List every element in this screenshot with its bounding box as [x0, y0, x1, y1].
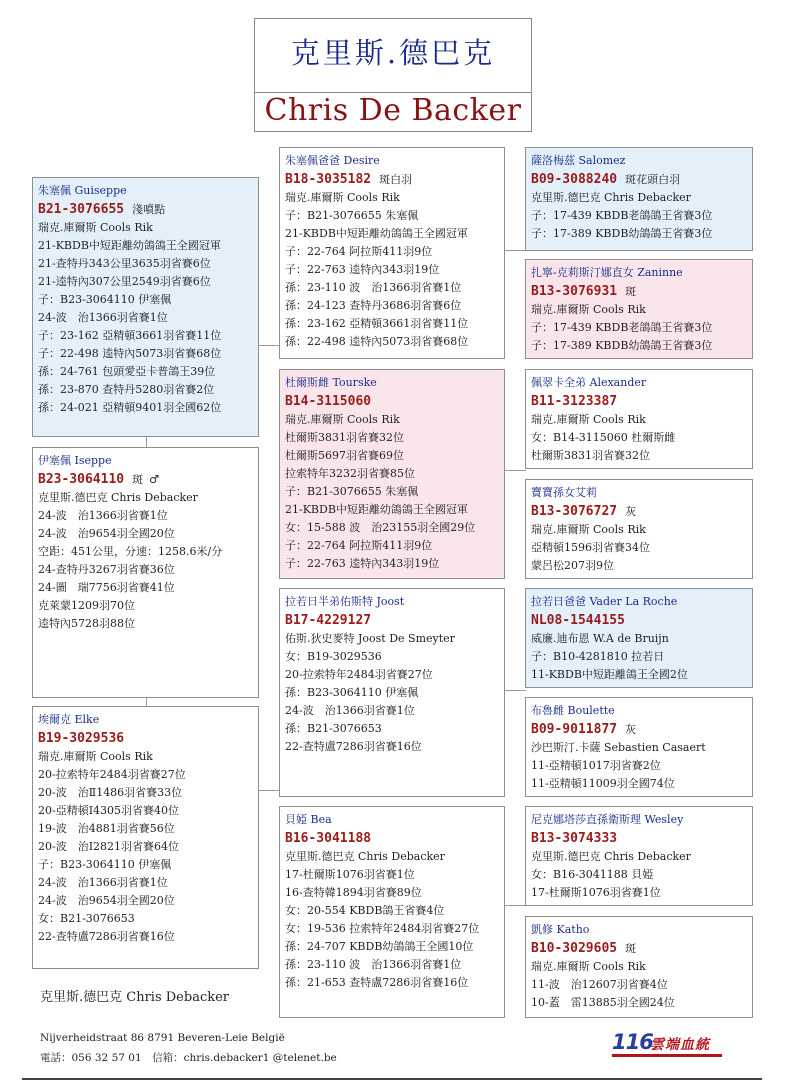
ring-line — [531, 170, 752, 189]
info-line: 21-逵特內307公里2549羽省賽6位 — [38, 275, 211, 288]
ring-number: B09-3088240 — [531, 172, 618, 187]
info-line: 孫：24-761 包頭愛亞卡普鴿王39位 — [38, 365, 216, 378]
info-line: 孫：23-110 波 治1366羽省賽1位 — [285, 281, 462, 294]
info-line: 女：B21-3076653 — [38, 912, 135, 925]
ring-line — [38, 729, 258, 748]
info-line: 威廉.迪布恩 W.A de Bruijn — [531, 632, 669, 645]
ring-line — [531, 720, 752, 739]
info-line: 21-KBDB中短距離幼鴿鴿王全國冠軍 — [285, 227, 468, 240]
ring-line — [285, 829, 504, 848]
pedigree-card-dam — [32, 706, 259, 969]
footer-address: Nijverheidstraat 86 8791 Beveren-Leie België — [40, 1032, 285, 1044]
info-line: 女：20-554 KBDB鴿王省賽4位 — [285, 904, 445, 917]
info-line: 杜爾斯3831羽省賽32位 — [285, 431, 404, 444]
info-line: 瑞克.庫爾斯 Cools Rik — [531, 523, 646, 536]
info-line: 11-亞精頓11009羽全國74位 — [531, 777, 675, 790]
info-line: 克萊蒙1209羽70位 — [38, 599, 135, 612]
info-line: 孫：23-110 波 治1366羽省賽1位 — [285, 958, 462, 971]
info-line: 拉索特年3232羽省賽85位 — [285, 467, 415, 480]
info-line: 女：B16-3041188 貝婭 — [531, 868, 654, 881]
info-line: 瑞克.庫爾斯 Cools Rik — [531, 960, 646, 973]
info-line: 21-查特丹343公里3635羽省賽6位 — [38, 257, 211, 270]
ring-line — [285, 170, 504, 189]
plumage-color: 斑 — [625, 285, 637, 298]
connector-line — [258, 790, 280, 791]
logo-text: 雲端血統 — [650, 1037, 710, 1053]
connector-line — [504, 250, 526, 251]
info-line: 22-查特盧7286羽省賽16位 — [285, 740, 422, 753]
info-line: 11-KBDB中短距離鴿王全國2位 — [531, 668, 688, 681]
plumage-color: 斑白羽 — [379, 173, 413, 186]
ring-line — [531, 282, 752, 301]
info-line: 10-蓋 雷13885羽全國24位 — [531, 996, 675, 1009]
info-line: 子：B23-3064110 伊塞佩 — [38, 293, 172, 306]
ring-number: B18-3035182 — [285, 172, 372, 187]
logo-underline — [612, 1054, 722, 1057]
pigeon-name: 凱修 Katho — [531, 923, 590, 936]
bottom-rule — [22, 1078, 762, 1080]
info-line: 子：B21-3076655 朱塞佩 — [285, 485, 419, 498]
info-line: 空距：451公里，分速：1258.6米/分 — [38, 545, 223, 558]
ring-number: B13-3076931 — [531, 284, 618, 299]
pedigree-card-sire — [32, 447, 259, 698]
info-line: 17-杜爾斯1076羽省賽1位 — [531, 886, 661, 899]
info-line: 子：17-439 KBDB老鴿鴿王省賽3位 — [531, 321, 713, 334]
logo — [612, 1030, 732, 1056]
ring-line — [285, 392, 504, 411]
pedigree-card-dsd — [525, 697, 753, 797]
info-line: 24-波 治1366羽省賽1位 — [285, 704, 415, 717]
info-line: 20-亞精頓Ⅰ4305羽省賽40位 — [38, 804, 180, 817]
info-line: 孫：B23-3064110 伊塞佩 — [285, 686, 419, 699]
ring-number: B10-3029605 — [531, 941, 618, 956]
info-line: 杜爾斯3831羽省賽32位 — [531, 449, 650, 462]
pedigree-card-subject — [32, 177, 259, 437]
ring-line — [38, 470, 258, 489]
info-line: 女：19-536 拉索特年2484羽省賽27位 — [285, 922, 480, 935]
logo-number: 116 — [612, 1030, 653, 1054]
info-line: 21-KBDB中短距離幼鴿鴿王全國冠軍 — [285, 503, 468, 516]
info-line: 20-波 治Ⅰ2821羽省賽64位 — [38, 840, 180, 853]
info-line: 孫：24-707 KBDB幼鴿鴿王全國10位 — [285, 940, 474, 953]
pigeon-name: 朱塞佩 Guiseppe — [38, 184, 127, 197]
plumage-color: 斑花頭白羽 — [625, 173, 681, 186]
info-line: 24-波 治1366羽省賽1位 — [38, 311, 168, 324]
pedigree-card-sdd — [525, 479, 753, 579]
ring-number: B16-3041188 — [285, 831, 372, 846]
info-line: 24-波 治1366羽省賽1位 — [38, 876, 168, 889]
info-line: 逵特內5728羽88位 — [38, 617, 135, 630]
ring-number: B13-3074333 — [531, 831, 618, 846]
pigeon-name: 布魯雌 Boulette — [531, 704, 615, 717]
pigeon-name: 扎寧-克莉斯汀娜直女 Zaninne — [531, 266, 683, 279]
pedigree-card-sss — [525, 147, 753, 251]
pigeon-name: 寶寶孫女艾莉 — [531, 486, 597, 499]
info-line: 瑞克.庫爾斯 Cools Rik — [285, 413, 400, 426]
info-line: 11-亞精頓1017羽省賽2位 — [531, 759, 661, 772]
info-line: 子：B10-4281810 拉若日 — [531, 650, 665, 663]
pedigree-card-ddd — [525, 916, 753, 1018]
pedigree-card-ssd — [525, 259, 753, 359]
info-line: 杜爾斯5697羽省賽69位 — [285, 449, 404, 462]
pedigree-card-dss — [525, 588, 753, 688]
info-line: 24-波 治9654羽全國20位 — [38, 527, 175, 540]
info-line: 克里斯.德巴克 Chris Debacker — [285, 850, 445, 863]
connector-line — [258, 345, 280, 346]
info-line: 24-波 治1366羽省賽1位 — [38, 509, 168, 522]
ring-line — [531, 392, 752, 411]
info-line: 子：22-763 逵特內343羽19位 — [285, 263, 440, 276]
connector-line — [504, 470, 526, 471]
info-line: 24-圖 瑞7756羽省賽41位 — [38, 581, 175, 594]
pigeon-name: 尼克娜塔莎直孫衛斯理 Wesley — [531, 813, 684, 826]
pigeon-name: 貝婭 Bea — [285, 813, 332, 826]
ring-number: B14-3115060 — [285, 394, 372, 409]
ring-number: B13-3076727 — [531, 504, 618, 519]
info-line: 克里斯.德巴克 Chris Debacker — [531, 850, 691, 863]
info-line: 子：17-389 KBDB幼鴿鴿王省賽3位 — [531, 339, 713, 352]
ring-number: B17-4229127 — [285, 613, 372, 628]
title-english: Chris De Backer — [264, 93, 522, 128]
plumage-color: 斑 — [132, 473, 144, 486]
ring-line — [531, 502, 752, 521]
info-line: 女：B14-3115060 杜爾斯雌 — [531, 431, 676, 444]
info-line: 子：22-763 逵特內343羽19位 — [285, 557, 440, 570]
info-line: 子：22-498 逵特內5073羽省賽68位 — [38, 347, 222, 360]
title-box — [254, 18, 532, 132]
ring-line — [531, 829, 752, 848]
info-line: 克里斯.德巴克 Chris Debacker — [38, 491, 198, 504]
info-line: 19-波 治4881羽省賽56位 — [38, 822, 175, 835]
pigeon-name: 朱塞佩爸爸 Desire — [285, 154, 380, 167]
info-line: 20-波 治Ⅱ1486羽省賽33位 — [38, 786, 183, 799]
info-line: 子：17-389 KBDB幼鴿鴿王省賽3位 — [531, 227, 713, 240]
info-line: 22-查特盧7286羽省賽16位 — [38, 930, 175, 943]
ring-number: B21-3076655 — [38, 202, 125, 217]
info-line: 克里斯.德巴克 Chris Debacker — [531, 191, 691, 204]
info-line: 亞精頓1596羽省賽34位 — [531, 541, 650, 554]
info-line: 蒙呂松207羽9位 — [531, 559, 614, 572]
footer-contact: 電話：056 32 57 01 信箱：chris.debacker1 @telenet.be — [40, 1052, 337, 1064]
info-line: 17-杜爾斯1076羽省賽1位 — [285, 868, 415, 881]
info-line: 瑞克.庫爾斯 Cools Rik — [531, 303, 646, 316]
info-line: 孫：21-653 查特盧7286羽省賽16位 — [285, 976, 469, 989]
pedigree-card-dds — [525, 806, 753, 906]
ring-number: NL08-1544155 — [531, 613, 625, 628]
info-line: 瑞克.庫爾斯 Cools Rik — [285, 191, 400, 204]
pedigree-card-sire-dam — [279, 369, 505, 579]
info-line: 孫：23-870 查特丹5280羽省賽2位 — [38, 383, 215, 396]
title-chinese: 克里斯.德巴克 — [290, 36, 496, 70]
info-line: 女：B19-3029536 — [285, 650, 382, 663]
info-line: 子：22-764 阿拉斯411羽9位 — [285, 539, 433, 552]
info-line: 沙巴斯汀.卡薩 Sebastien Casaert — [531, 741, 706, 754]
info-line: 孫：B21-3076653 — [285, 722, 382, 735]
pigeon-name: 伊塞佩 Iseppe — [38, 454, 112, 467]
ring-number: B11-3123387 — [531, 394, 618, 409]
info-line: 24-波 治9654羽全國20位 — [38, 894, 175, 907]
info-line: 子：23-162 亞精頓3661羽省賽11位 — [38, 329, 222, 342]
plumage-color: 灰 — [625, 723, 637, 736]
plumage-color: 灰 — [625, 505, 637, 518]
owner-name: 克里斯.德巴克 Chris Debacker — [40, 990, 230, 1005]
pigeon-name: 拉若日半弟佑斯特 Joost — [285, 595, 405, 608]
info-line: 11-波 治12607羽省賽4位 — [531, 978, 668, 991]
info-line: 16-查特韓1894羽省賽89位 — [285, 886, 422, 899]
ring-line — [531, 939, 752, 958]
info-line: 子：17-439 KBDB老鴿鴿王省賽3位 — [531, 209, 713, 222]
pedigree-card-sire-sire — [279, 147, 505, 359]
pigeon-name: 薩洛梅茲 Salomez — [531, 154, 626, 167]
pedigree-card-dam-sire — [279, 588, 505, 797]
pigeon-name: 埃爾克 Elke — [38, 713, 100, 726]
pedigree-card-sds — [525, 369, 753, 469]
info-line: 20-拉索特年2484羽省賽27位 — [38, 768, 186, 781]
info-line: 瑞克.庫爾斯 Cools Rik — [38, 750, 153, 763]
info-line: 孫：23-162 亞精頓3661羽省賽11位 — [285, 317, 469, 330]
ring-line — [38, 200, 258, 219]
ring-line — [531, 611, 752, 630]
info-line: 子：B21-3076655 朱塞佩 — [285, 209, 419, 222]
ring-line — [285, 611, 504, 630]
connector-line — [504, 690, 526, 691]
pigeon-name: 拉若日爸爸 Vader La Roche — [531, 595, 678, 608]
info-line: 佑斯.狄史麥特 Joost De Smeyter — [285, 632, 455, 645]
info-line: 24-查特丹3267羽省賽36位 — [38, 563, 175, 576]
info-line: 21-KBDB中短距離幼鴿鴿王全國冠軍 — [38, 239, 221, 252]
ring-number: B19-3029536 — [38, 731, 125, 746]
plumage-color: 斑 — [625, 942, 637, 955]
info-line: 孫：24-123 查特丹3686羽省賽6位 — [285, 299, 462, 312]
info-line: 孫：24-021 亞精頓9401羽全國62位 — [38, 401, 222, 414]
pedigree-card-dam-dam — [279, 806, 505, 1018]
info-line: 瑞克.庫爾斯 Cools Rik — [531, 413, 646, 426]
plumage-color: 淺噴點 — [132, 203, 166, 216]
pigeon-name: 杜爾斯雌 Tourske — [285, 376, 377, 389]
info-line: 孫：22-498 逵特內5073羽省賽68位 — [285, 335, 469, 348]
info-line: 瑞克.庫爾斯 Cools Rik — [38, 221, 153, 234]
sex-symbol: ♂ — [149, 473, 159, 486]
info-line: 子：B23-3064110 伊塞佩 — [38, 858, 172, 871]
connector-line — [504, 905, 526, 906]
ring-number: B23-3064110 — [38, 472, 125, 487]
info-line: 子：22-764 阿拉斯411羽9位 — [285, 245, 433, 258]
ring-number: B09-9011877 — [531, 722, 618, 737]
pigeon-name: 佩翠卡全弟 Alexander — [531, 376, 647, 389]
info-line: 20-拉索特年2484羽省賽27位 — [285, 668, 433, 681]
info-line: 女：15-588 波 治23155羽全國29位 — [285, 521, 476, 534]
